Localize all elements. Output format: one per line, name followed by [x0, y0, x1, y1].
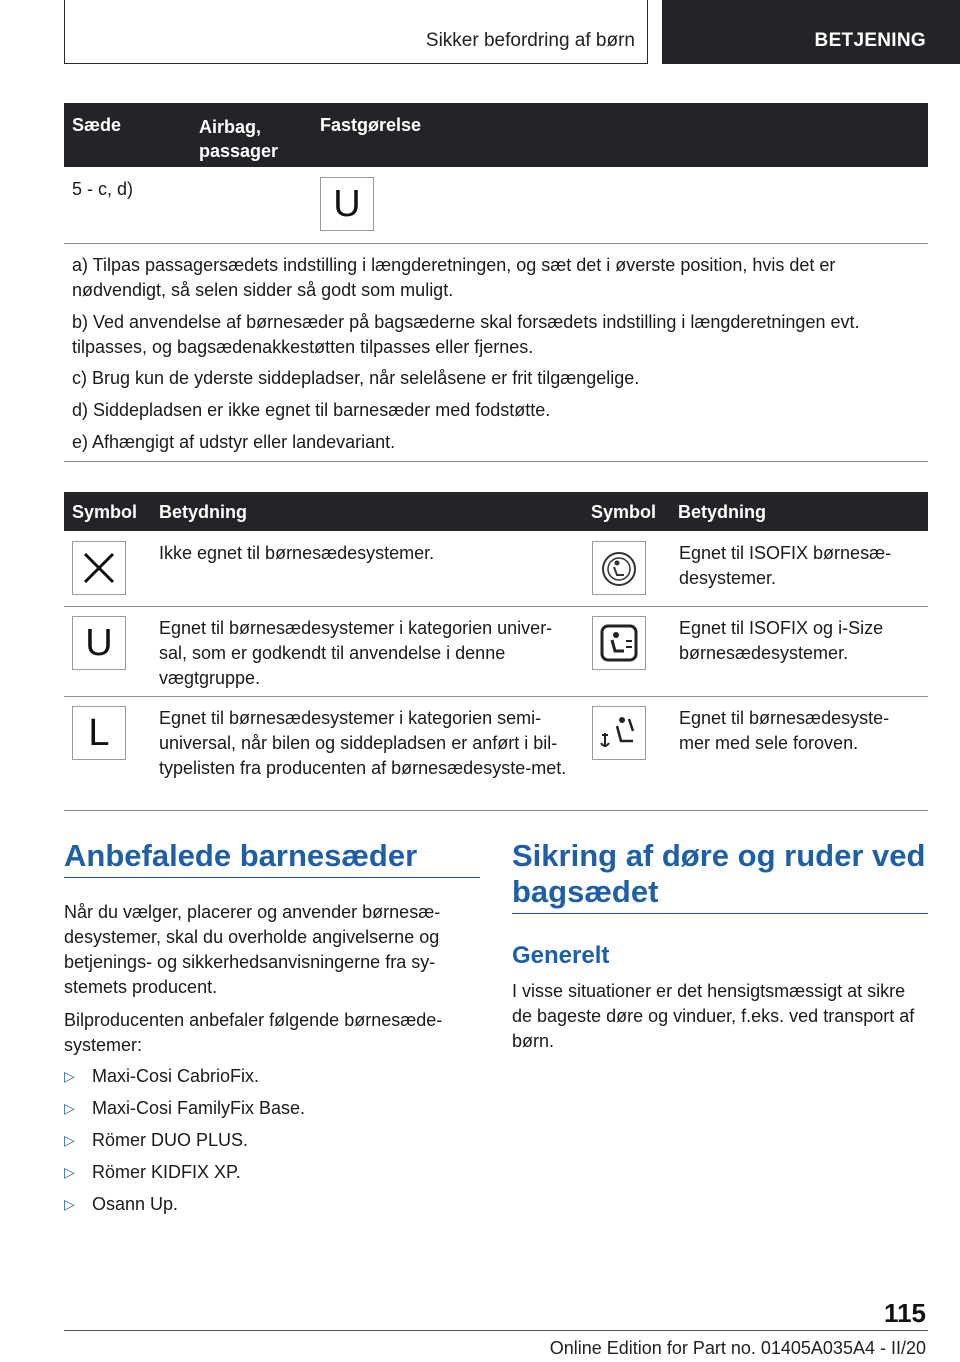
header-fastening: Fastgørelse: [320, 115, 422, 135]
divider: [64, 696, 928, 697]
triangle-bullet-icon: ▷: [64, 1132, 75, 1148]
footnote-e: e) Afhængigt af udstyr eller landevariant.: [72, 432, 396, 452]
seat-position: 5 - c, d): [72, 179, 134, 199]
semi-universal-l-icon: L: [72, 706, 126, 760]
section-rule: [512, 913, 928, 914]
header-chapter-tab: [662, 0, 960, 64]
header-chapter-title: BETJENING: [814, 30, 926, 51]
section-rule: [64, 877, 480, 878]
header-section-title: Sikker befordring af børn: [425, 30, 635, 51]
divider: [64, 243, 928, 244]
divider: [64, 461, 928, 462]
seat-table-header: [64, 103, 928, 167]
section-title-door-safety: Sikring af døre og ruder ved bagsædet: [512, 838, 926, 909]
footnote-c: c) Brug kun de yderste siddepladser, når selelåsene er frit tilgængelige.: [72, 368, 640, 388]
isofix-seat-icon: [592, 541, 646, 595]
symbol-meaning: Egnet til børnesædesyste-mer med sele foroven.: [679, 708, 890, 753]
list-item: ▷ Maxi-Cosi CabrioFix.: [64, 1064, 259, 1089]
subsection-title: Generelt: [512, 942, 610, 969]
list-item: ▷ Römer DUO PLUS.: [64, 1128, 248, 1153]
triangle-bullet-icon: ▷: [64, 1068, 75, 1084]
list-item: ▷ Osann Up.: [64, 1192, 178, 1217]
edition-note: Online Edition for Part no. 01405A035A4 - II/20: [549, 1338, 926, 1358]
header-meaning-2: Betydning: [678, 502, 766, 522]
paragraph: Når du vælger, placerer og anvender børnesæ-desystemer, skal du overholde angivelserne og betjenings- og sikkerhedsanvisningerne fra sy-stemets producent.: [64, 902, 441, 997]
header-section-tab: [64, 0, 648, 64]
page-number: 115: [884, 1298, 926, 1328]
symbol-meaning: Egnet til børnesædesystemer i kategorien semi-universal, når bilen og siddepladsen er anført i bil-typelisten fra producenten af børnesædesyste-met.: [159, 708, 567, 778]
triangle-bullet-icon: ▷: [64, 1164, 75, 1180]
header-symbol-1: Symbol: [72, 502, 138, 522]
header-seat: Sæde: [72, 115, 122, 135]
header-airbag: Airbag, passager: [199, 117, 279, 161]
triangle-bullet-icon: ▷: [64, 1100, 75, 1116]
section-title-recommended-seats: Anbefalede barnesæder: [64, 838, 418, 873]
symbol-table-header: [64, 492, 928, 531]
footnote-d: d) Siddepladsen er ikke egnet til barnesæder med fodstøtte.: [72, 400, 551, 420]
symbol-meaning: Egnet til børnesædesystemer i kategorien univer-sal, som er godkendt til anvendelse i denne vægtgruppe.: [159, 618, 553, 688]
triangle-bullet-icon: ▷: [64, 1196, 75, 1212]
footer-rule: [64, 1330, 928, 1331]
universal-u-icon: U: [320, 177, 374, 231]
x-mark-icon: [72, 541, 126, 595]
header-meaning-1: Betydning: [159, 502, 247, 522]
divider: [64, 606, 928, 607]
paragraph: I visse situationer er det hensigtsmæssigt at sikre de bageste døre og vinduer, f.eks. ved transport af børn.: [512, 981, 915, 1051]
symbol-meaning: Egnet til ISOFIX og i-Size børnesædesystemer.: [679, 618, 884, 663]
list-item: ▷ Römer KIDFIX XP.: [64, 1160, 241, 1185]
footnote-b: b) Ved anvendelse af børnesæder på bagsæderne skal forsædets indstilling i længderetningen evt. tilpasses, og bagsædenakkestøtten tilpasses eller fjernes.: [72, 312, 860, 357]
divider: [64, 810, 928, 811]
symbol-meaning: Ikke egnet til børnesædesystemer.: [159, 543, 435, 563]
list-item: ▷ Maxi-Cosi FamilyFix Base.: [64, 1096, 305, 1121]
symbol-meaning: Egnet til ISOFIX børnesæ-desystemer.: [679, 543, 892, 588]
paragraph: Bilproducenten anbefaler følgende børnesæde-systemer:: [64, 1010, 443, 1055]
header-symbol-2: Symbol: [591, 502, 657, 522]
universal-u-icon: U: [72, 616, 126, 670]
forward-belt-seat-icon: [592, 706, 646, 760]
footnote-a: a) Tilpas passagersædets indstilling i længderetningen, og sæt det i øverste position, hvis det er nødvendigt, så selen sidder så godt som muligt.: [72, 255, 836, 300]
isofix-isize-icon: [592, 616, 646, 670]
